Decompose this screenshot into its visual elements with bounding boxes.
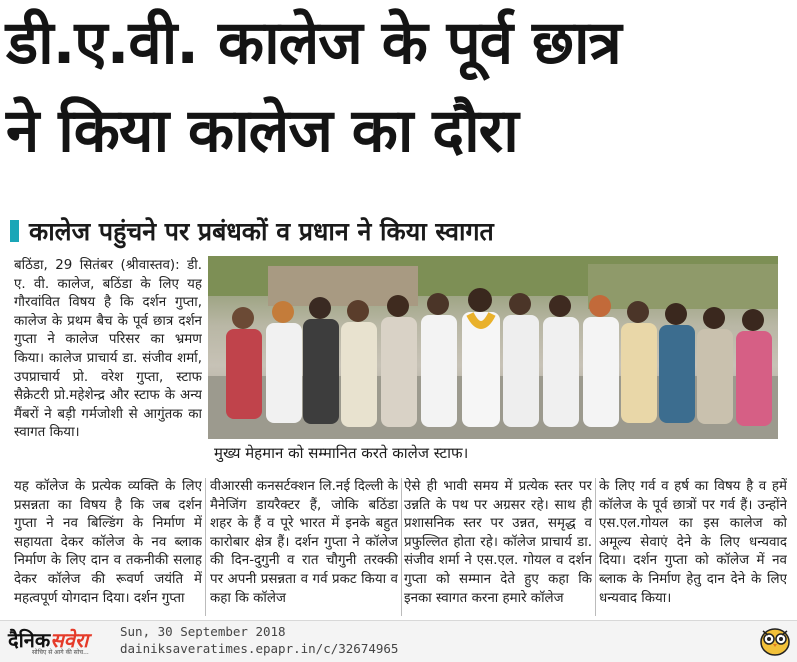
subheadline-text: कालेज पहुंचने पर प्रबंधकों व प्रधान ने किया स्वागत bbox=[29, 217, 494, 246]
column-divider bbox=[401, 478, 402, 616]
body-column-4: के लिए गर्व व हर्ष का विषय है व हमें कॉलेज के पूर्व छात्रों पर गर्व हैं। उन्होंने एस.एल.गोयल का इस कालेज को अमूल्य सेवाएं देने के लिए धन्यवाद दिया। दर्शन गुप्ता को कॉलेज में नव ब्लाक के निर्माण हेतु दान देने के लिए धन्यवाद किया। bbox=[599, 479, 787, 606]
logo-text-savera: सवेरा bbox=[50, 628, 89, 652]
column-divider bbox=[595, 478, 596, 616]
body-column-2: वीआरसी कनसर्टक्शन लि.नई दिल्ली के मैनेजिंग डायरैक्टर हैं, जोकि बठिंडा शहर के हैं व पूरे भारत में इनके बहुत कारोबार क्षेत्र हैं। दर्शन गुप्ता ने कॉलेज की दिन-दुगुनी व रात चौगुनी तरक्की पर अपनी प्रसन्नता व गर्व प्रकट किया व कहा कि कॉलेज bbox=[210, 479, 398, 606]
body-column-3: ऐसे ही भावी समय में प्रत्येक स्तर पर उन्नति के पथ पर अग्रसर रहे। साथ ही प्रशासनिक स्तर पर उन्नत, समृद्ध व प्रफुल्लित होता रहे। कॉलेज प्राचार्य डा. संजीव शर्मा ने एस.एल. गोयल व दर्शन गुप्ता को सम्मान देते हुए कहा कि इनका स्वागत करना हमारे कॉलेज bbox=[404, 479, 592, 606]
logo-tagline: सोचिए से आगे की सोच... bbox=[32, 649, 89, 656]
headline-line-2: ने किया कालेज का दौरा bbox=[6, 96, 518, 166]
photo-caption: मुख्य मेहमान को सम्मानित करते कालेज स्टाफ। bbox=[214, 444, 469, 462]
publication-date: Sun, 30 September 2018 bbox=[120, 624, 286, 639]
lead-paragraph: बठिंडा, 29 सितंबर (श्रीवास्तव): डी. ए. वी. कालेज, बठिंडा के लिए यह गौरवांवित विषय है कि दर्शन गुप्ता, कालेज के प्रथम बैच के पूर्व छात्र दर्शन गुप्ता ने कालेज परिसर का भ्रमण किया। कालेज प्राचार्य डा. संजीव शर्मा, उपप्राचार्य प्रो. वरेश गुप्ता, स्टाफ सैक्रेटरी प्रो.महेशेन्द्र और स्टाफ के अन्य मैंबरों ने बड़ी गर्मजोशी से आगुंतक का स्वागत किया। bbox=[14, 258, 202, 441]
group-photo-illustration bbox=[208, 256, 778, 439]
column-divider bbox=[205, 478, 206, 616]
logo-text-dainik: दैनिक bbox=[8, 628, 51, 652]
owl-icon[interactable] bbox=[758, 623, 792, 657]
body-column-1: यह कॉलेज के प्रत्येक व्यक्ति के लिए प्रसन्नता का विषय है कि जब दर्शन गुप्ता ने नव बिल्डिंग के निर्माण में सहायता देकर कॉलेज के नव ब्लाक निर्माण के लिए दान व तकनीकी सलाह देकर कॉलेज की रूवर्ण जयंति में महत्वपूर्ण योगदान दिया। दर्शन गुप्ता bbox=[14, 479, 202, 606]
subheadline bbox=[10, 212, 494, 250]
subheadline-accent-bar bbox=[10, 220, 19, 242]
article-url[interactable]: dainiksaveratimes.epapr.in/c/32674965 bbox=[120, 641, 399, 656]
group-photo bbox=[208, 256, 778, 439]
headline-line-1: डी.ए.वी. कालेज के पूर्व छात्र bbox=[6, 8, 621, 78]
